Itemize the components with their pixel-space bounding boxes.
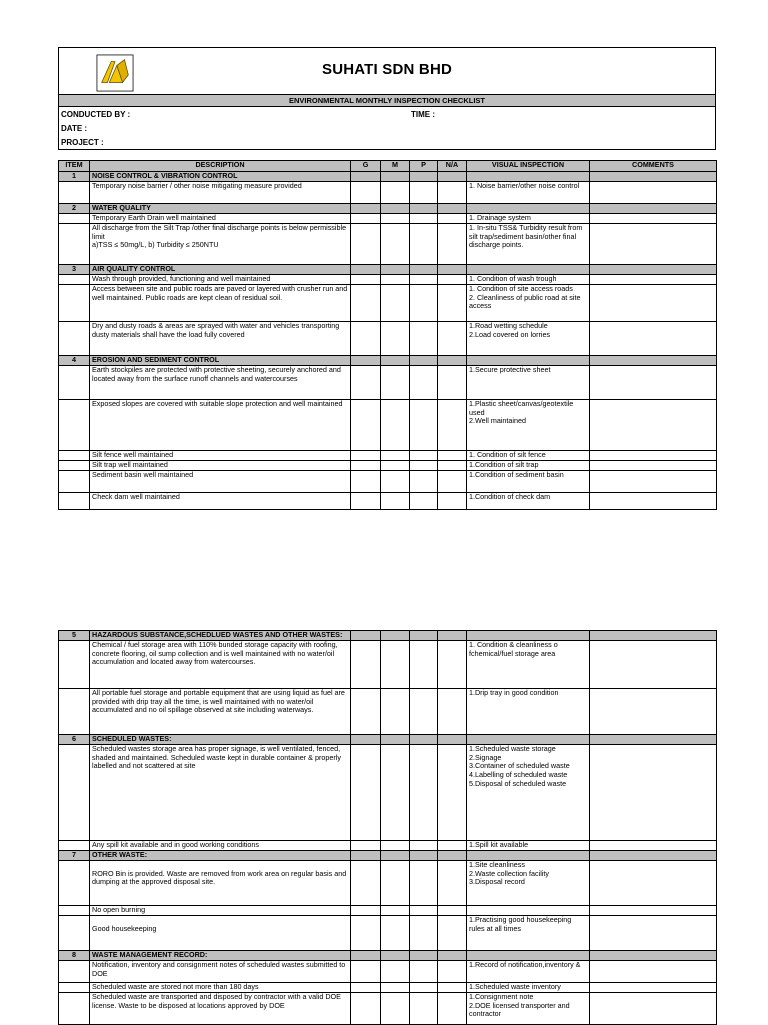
table-row <box>59 983 717 993</box>
comments-cell <box>590 275 717 285</box>
item-number: 6 <box>59 735 90 745</box>
rating-na-cell <box>438 841 467 851</box>
description-cell: Temporary Earth Drain well maintained <box>90 214 351 224</box>
item-number: 3 <box>59 265 90 275</box>
rating-m-cell <box>381 182 410 204</box>
rating-m-cell <box>381 224 410 265</box>
description-cell: Sediment basin well maintained <box>90 471 351 493</box>
visual-inspection-cell: 1. Condition of silt fence <box>467 451 590 461</box>
item-number-cell <box>59 689 90 735</box>
item-number: 8 <box>59 951 90 961</box>
visual-inspection-cell: 1.Scheduled waste storage 2.Signage 3.Container of scheduled waste 4.Labelling of scheduled waste 5.Disposal of scheduled waste <box>467 745 590 841</box>
rating-m-cell <box>381 451 410 461</box>
rating-g-cell <box>351 224 381 265</box>
rating-p-cell <box>410 214 438 224</box>
rating-na-cell <box>438 906 467 916</box>
section-p-cell <box>410 265 438 275</box>
section-m-cell <box>381 204 410 214</box>
section-na-cell <box>438 204 467 214</box>
section-m-cell <box>381 851 410 861</box>
item-number-cell <box>59 224 90 265</box>
table-row <box>59 689 717 735</box>
item-number-cell <box>59 451 90 461</box>
comments-cell <box>590 214 717 224</box>
rating-p-cell <box>410 322 438 356</box>
item-number: 5 <box>59 631 90 641</box>
form-header <box>58 47 716 150</box>
rating-na-cell <box>438 993 467 1025</box>
rating-g-cell <box>351 400 381 451</box>
section-m-cell <box>381 356 410 366</box>
rating-na-cell <box>438 366 467 400</box>
rating-p-cell <box>410 275 438 285</box>
visual-inspection-cell: 1. Condition of site access roads 2. Cleanliness of public road at site access <box>467 285 590 322</box>
rating-g-cell <box>351 745 381 841</box>
section-na-cell <box>438 951 467 961</box>
table-row <box>59 471 717 493</box>
section-p-cell <box>410 631 438 641</box>
section-row <box>59 356 717 366</box>
comments-cell <box>590 182 717 204</box>
section-title: AIR QUALITY CONTROL <box>90 265 351 275</box>
rating-p-cell <box>410 461 438 471</box>
rating-na-cell <box>438 214 467 224</box>
form-title: ENVIRONMENTAL MONTHLY INSPECTION CHECKLIST <box>59 94 715 107</box>
description-cell: Temporary noise barrier / other noise mitigating measure provided <box>90 182 351 204</box>
item-number: 4 <box>59 356 90 366</box>
section-row <box>59 265 717 275</box>
rating-p-cell <box>410 841 438 851</box>
description-cell: Good housekeeping <box>90 916 351 951</box>
col-comments: COMMENTS <box>590 161 717 172</box>
rating-na-cell <box>438 451 467 461</box>
section-visual-cell <box>467 265 590 275</box>
item-number-cell <box>59 745 90 841</box>
rating-na-cell <box>438 224 467 265</box>
rating-m-cell <box>381 400 410 451</box>
section-p-cell <box>410 951 438 961</box>
rating-g-cell <box>351 961 381 983</box>
visual-inspection-cell: 1.Condition of check dam <box>467 493 590 510</box>
visual-inspection-cell: 1.Secure protective sheet <box>467 366 590 400</box>
section-comments-cell <box>590 172 717 182</box>
section-g-cell <box>351 356 381 366</box>
table-row <box>59 400 717 451</box>
rating-p-cell <box>410 745 438 841</box>
comments-cell <box>590 322 717 356</box>
section-na-cell <box>438 631 467 641</box>
visual-inspection-cell: 1. Condition of wash trough <box>467 275 590 285</box>
description-cell: All discharge from the Silt Trap /other final discharge points is below permissible limit a)TSS ≤ 50mg/L, b) Turbidity ≤ 250NTU <box>90 224 351 265</box>
section-p-cell <box>410 735 438 745</box>
section-title: WATER QUALITY <box>90 204 351 214</box>
comments-cell <box>590 841 717 851</box>
rating-m-cell <box>381 906 410 916</box>
item-number-cell <box>59 493 90 510</box>
rating-g-cell <box>351 983 381 993</box>
rating-g-cell <box>351 689 381 735</box>
description-cell: Silt fence well maintained <box>90 451 351 461</box>
rating-g-cell <box>351 285 381 322</box>
rating-na-cell <box>438 641 467 689</box>
rating-g-cell <box>351 493 381 510</box>
comments-cell <box>590 285 717 322</box>
rating-g-cell <box>351 906 381 916</box>
description-cell: Notification, inventory and consignment notes of scheduled wastes submitted to DOE <box>90 961 351 983</box>
comments-cell <box>590 916 717 951</box>
table-row <box>59 841 717 851</box>
rating-p-cell <box>410 400 438 451</box>
description-cell: Chemical / fuel storage area with 110% bunded storage capacity with roofing, concrete flooring, oil sump collection and is well maintained with no water/oil accumulation and located away from watercourses. <box>90 641 351 689</box>
visual-inspection-cell: 1.Road wetting schedule 2.Load covered on lorries <box>467 322 590 356</box>
rating-p-cell <box>410 916 438 951</box>
item-number-cell <box>59 366 90 400</box>
company-name: SUHATI SDN BHD <box>321 61 453 78</box>
section-title: SCHEDULED WASTES: <box>90 735 351 745</box>
rating-p-cell <box>410 366 438 400</box>
section-visual-cell <box>467 204 590 214</box>
section-g-cell <box>351 204 381 214</box>
section-g-cell <box>351 735 381 745</box>
comments-cell <box>590 961 717 983</box>
rating-m-cell <box>381 641 410 689</box>
description-cell: Scheduled waste are stored not more than 180 days <box>90 983 351 993</box>
col-p: P <box>410 161 438 172</box>
table-row <box>59 493 717 510</box>
item-number-cell <box>59 906 90 916</box>
section-g-cell <box>351 172 381 182</box>
section-p-cell <box>410 204 438 214</box>
section-comments-cell <box>590 631 717 641</box>
conducted-by-label: CONDUCTED BY : <box>61 110 131 119</box>
rating-g-cell <box>351 451 381 461</box>
rating-m-cell <box>381 961 410 983</box>
comments-cell <box>590 983 717 993</box>
description-cell: Any spill kit available and in good working conditions <box>90 841 351 851</box>
col-g: G <box>351 161 381 172</box>
rating-g-cell <box>351 322 381 356</box>
visual-inspection-cell: 1. Noise barrier/other noise control <box>467 182 590 204</box>
description-cell: Scheduled waste are transported and disposed by contractor with a valid DOE license. Waste to be disposed at locations approved by DOE <box>90 993 351 1025</box>
item-number-cell <box>59 916 90 951</box>
rating-m-cell <box>381 861 410 906</box>
rating-m-cell <box>381 275 410 285</box>
section-g-cell <box>351 265 381 275</box>
rating-na-cell <box>438 961 467 983</box>
section-na-cell <box>438 172 467 182</box>
table-row <box>59 861 717 906</box>
section-m-cell <box>381 265 410 275</box>
item-number-cell <box>59 861 90 906</box>
rating-na-cell <box>438 983 467 993</box>
rating-m-cell <box>381 983 410 993</box>
table-row <box>59 461 717 471</box>
item-number-cell <box>59 461 90 471</box>
rating-g-cell <box>351 471 381 493</box>
rating-na-cell <box>438 916 467 951</box>
section-na-cell <box>438 356 467 366</box>
table-row <box>59 322 717 356</box>
description-cell: No open burning <box>90 906 351 916</box>
comments-cell <box>590 745 717 841</box>
comments-cell <box>590 493 717 510</box>
visual-inspection-cell: 1.Site cleanliness 2.Waste collection facility 3.Disposal record <box>467 861 590 906</box>
comments-cell <box>590 224 717 265</box>
comments-cell <box>590 993 717 1025</box>
comments-cell <box>590 461 717 471</box>
rating-na-cell <box>438 275 467 285</box>
rating-m-cell <box>381 689 410 735</box>
section-comments-cell <box>590 735 717 745</box>
visual-inspection-cell: 1.Condition of silt trap <box>467 461 590 471</box>
section-visual-cell <box>467 631 590 641</box>
checklist-table-page1 <box>58 160 717 510</box>
rating-na-cell <box>438 461 467 471</box>
rating-g-cell <box>351 275 381 285</box>
rating-m-cell <box>381 366 410 400</box>
table-row <box>59 916 717 951</box>
section-visual-cell <box>467 951 590 961</box>
description-cell: Exposed slopes are covered with suitable slope protection and well maintained <box>90 400 351 451</box>
table-row <box>59 745 717 841</box>
item-number-cell <box>59 471 90 493</box>
rating-p-cell <box>410 983 438 993</box>
rating-p-cell <box>410 861 438 906</box>
description-cell: Dry and dusty roads & areas are sprayed with water and vehicles transporting dusty materials shall have the load fully covered <box>90 322 351 356</box>
col-description: DESCRIPTION <box>90 161 351 172</box>
item-number: 1 <box>59 172 90 182</box>
description-cell: Scheduled wastes storage area has proper signage, is well ventilated, fenced, shaded and maintained. Scheduled waste kept in durable container & properly labelled and not scattered at site <box>90 745 351 841</box>
item-number-cell <box>59 400 90 451</box>
time-label: TIME : <box>411 110 435 119</box>
section-visual-cell <box>467 356 590 366</box>
rating-p-cell <box>410 906 438 916</box>
table-row <box>59 451 717 461</box>
section-p-cell <box>410 172 438 182</box>
table-row <box>59 993 717 1025</box>
visual-inspection-cell: 1.Record of notification,inventory & <box>467 961 590 983</box>
description-cell: Silt trap well maintained <box>90 461 351 471</box>
section-visual-cell <box>467 735 590 745</box>
col-item: ITEM <box>59 161 90 172</box>
section-m-cell <box>381 735 410 745</box>
section-title: OTHER WASTE: <box>90 851 351 861</box>
visual-inspection-cell: 1.Scheduled waste inventory <box>467 983 590 993</box>
rating-na-cell <box>438 861 467 906</box>
col-visual-inspection: VISUAL INSPECTION <box>467 161 590 172</box>
section-row <box>59 951 717 961</box>
section-row <box>59 204 717 214</box>
item-number-cell <box>59 214 90 224</box>
rating-m-cell <box>381 916 410 951</box>
rating-na-cell <box>438 400 467 451</box>
section-title: WASTE MANAGEMENT RECORD: <box>90 951 351 961</box>
table-row <box>59 961 717 983</box>
rating-na-cell <box>438 745 467 841</box>
table-row <box>59 285 717 322</box>
description-cell: Earth stockpiles are protected with protective sheeting, securely anchored and located away from the surface runoff channels and watercourses <box>90 366 351 400</box>
rating-p-cell <box>410 493 438 510</box>
section-comments-cell <box>590 356 717 366</box>
rating-g-cell <box>351 461 381 471</box>
section-g-cell <box>351 631 381 641</box>
col-m: M <box>381 161 410 172</box>
comments-cell <box>590 641 717 689</box>
table-row <box>59 641 717 689</box>
item-number-cell <box>59 322 90 356</box>
rating-m-cell <box>381 461 410 471</box>
comments-cell <box>590 400 717 451</box>
rating-g-cell <box>351 182 381 204</box>
visual-inspection-cell: 1.Consignment note 2.DOE licensed transporter and contractor <box>467 993 590 1025</box>
comments-cell <box>590 861 717 906</box>
rating-p-cell <box>410 689 438 735</box>
item-number-cell <box>59 983 90 993</box>
section-g-cell <box>351 951 381 961</box>
table-row <box>59 224 717 265</box>
visual-inspection-cell <box>467 906 590 916</box>
item-number-cell <box>59 182 90 204</box>
date-label: DATE : <box>61 124 88 133</box>
section-comments-cell <box>590 951 717 961</box>
section-row <box>59 851 717 861</box>
item-number-cell <box>59 275 90 285</box>
rating-g-cell <box>351 366 381 400</box>
section-p-cell <box>410 356 438 366</box>
rating-na-cell <box>438 182 467 204</box>
table-row <box>59 275 717 285</box>
item-number-cell <box>59 841 90 851</box>
project-label: PROJECT : <box>61 138 104 147</box>
table-row <box>59 214 717 224</box>
table-row <box>59 906 717 916</box>
item-number-cell <box>59 285 90 322</box>
comments-cell <box>590 366 717 400</box>
visual-inspection-cell: 1.Condition of sediment basin <box>467 471 590 493</box>
rating-g-cell <box>351 841 381 851</box>
section-row <box>59 631 717 641</box>
section-m-cell <box>381 631 410 641</box>
comments-cell <box>590 471 717 493</box>
rating-g-cell <box>351 916 381 951</box>
item-number: 2 <box>59 204 90 214</box>
rating-m-cell <box>381 214 410 224</box>
rating-p-cell <box>410 993 438 1025</box>
visual-inspection-cell: 1.Plastic sheet/canvas/geotextile used 2.Well maintained <box>467 400 590 451</box>
section-comments-cell <box>590 851 717 861</box>
section-na-cell <box>438 735 467 745</box>
item-number: 7 <box>59 851 90 861</box>
rating-g-cell <box>351 993 381 1025</box>
visual-inspection-cell: 1. Condition & cleanliness o fchemical/fuel storage area <box>467 641 590 689</box>
rating-p-cell <box>410 641 438 689</box>
section-visual-cell <box>467 851 590 861</box>
section-comments-cell <box>590 204 717 214</box>
description-cell: Wash through provided, functioning and well maintained <box>90 275 351 285</box>
checklist-table-page2 <box>58 630 717 1025</box>
rating-p-cell <box>410 285 438 322</box>
description-cell: Access between site and public roads are paved or layered with crusher run and well maintained. Public roads are kept clean of residual soil. <box>90 285 351 322</box>
section-g-cell <box>351 851 381 861</box>
section-comments-cell <box>590 265 717 275</box>
rating-na-cell <box>438 689 467 735</box>
comments-cell <box>590 451 717 461</box>
col-na: N/A <box>438 161 467 172</box>
rating-na-cell <box>438 322 467 356</box>
table-row <box>59 182 717 204</box>
section-title: HAZARDOUS SUBSTANCE,SCHEDLUED WASTES AND OTHER WASTES: <box>90 631 351 641</box>
section-title: NOISE CONTROL & VIBRATION CONTROL <box>90 172 351 182</box>
rating-m-cell <box>381 493 410 510</box>
rating-m-cell <box>381 285 410 322</box>
rating-m-cell <box>381 322 410 356</box>
section-na-cell <box>438 851 467 861</box>
section-title: EROSION AND SEDIMENT CONTROL <box>90 356 351 366</box>
section-m-cell <box>381 172 410 182</box>
rating-p-cell <box>410 471 438 493</box>
rating-na-cell <box>438 493 467 510</box>
item-number-cell <box>59 993 90 1025</box>
rating-p-cell <box>410 961 438 983</box>
rating-p-cell <box>410 224 438 265</box>
column-header-row <box>59 161 717 172</box>
rating-m-cell <box>381 841 410 851</box>
item-number-cell <box>59 961 90 983</box>
rating-m-cell <box>381 745 410 841</box>
section-na-cell <box>438 265 467 275</box>
rating-p-cell <box>410 182 438 204</box>
section-visual-cell <box>467 172 590 182</box>
visual-inspection-cell: 1.Practising good housekeeping rules at all times <box>467 916 590 951</box>
rating-m-cell <box>381 471 410 493</box>
section-m-cell <box>381 951 410 961</box>
section-p-cell <box>410 851 438 861</box>
visual-inspection-cell: 1. In-situ TSS& Turbidity result from silt trap/sediment basin/other final discharge points. <box>467 224 590 265</box>
visual-inspection-cell: 1.Drip tray in good condition <box>467 689 590 735</box>
item-number-cell <box>59 641 90 689</box>
table-row <box>59 366 717 400</box>
description-cell: Check dam well maintained <box>90 493 351 510</box>
rating-m-cell <box>381 993 410 1025</box>
description-cell: All portable fuel storage and portable equipment that are using liquid as fuel are provided with drip tray all the time, is well maintained with no water/oil accumulated and no oil spillage observed at site including waterways. <box>90 689 351 735</box>
visual-inspection-cell: 1. Drainage system <box>467 214 590 224</box>
comments-cell <box>590 689 717 735</box>
rating-na-cell <box>438 285 467 322</box>
section-row <box>59 172 717 182</box>
description-cell: RORO Bin is provided. Waste are removed from work area on regular basis and dumping at the approved disposal site. <box>90 861 351 906</box>
rating-na-cell <box>438 471 467 493</box>
rating-g-cell <box>351 861 381 906</box>
rating-p-cell <box>410 451 438 461</box>
comments-cell <box>590 906 717 916</box>
section-row <box>59 735 717 745</box>
rating-g-cell <box>351 214 381 224</box>
rating-g-cell <box>351 641 381 689</box>
visual-inspection-cell: 1.Spill kit available <box>467 841 590 851</box>
